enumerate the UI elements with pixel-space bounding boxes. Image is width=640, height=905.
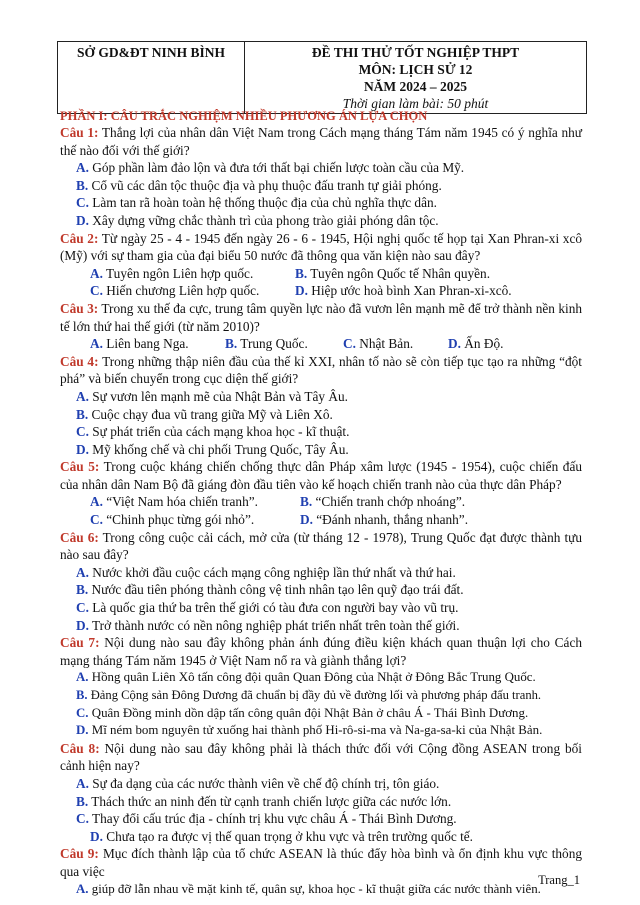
option-letter: C.: [343, 336, 356, 352]
option-text: Sự phát triển của cách mạng khoa học - kĩ thuật.: [88, 424, 350, 440]
option-text: “Việt Nam hóa chiến tranh”.: [102, 494, 258, 510]
option-text: Hiến chương Liên hợp quốc.: [102, 283, 260, 299]
question-number: Câu 1:: [60, 125, 99, 140]
option-letter: D.: [295, 283, 308, 299]
option-letter: A.: [76, 564, 89, 580]
option-letter: C.: [76, 195, 89, 211]
option-a: [90, 335, 225, 353]
option-text: Trung Quốc.: [237, 336, 308, 352]
option-text: Thách thức an ninh đến từ cạnh tranh chiến lược giữa các nước lớn.: [88, 793, 452, 809]
option-a: [90, 265, 295, 283]
option-text: “Chinh phục từng gói nhỏ”.: [102, 512, 255, 528]
option-letter: B.: [300, 494, 313, 510]
question-number: Câu 7:: [60, 635, 100, 651]
question-4: [60, 353, 582, 388]
option-text: “Đánh nhanh, thắng nhanh”.: [312, 512, 469, 528]
section-title: PHẦN I: CÂU TRẮC NGHIỆM NHIỀU PHƯƠNG ÁN LỰA CHỌN: [60, 109, 428, 123]
question-text: Trong công cuộc cải cách, mở cửa (từ tháng 12 - 1978), Trung Quốc đạt được thành tựu nào sau đây?: [60, 529, 582, 563]
option-d: [60, 441, 582, 459]
option-a: [60, 564, 582, 582]
question-number: Câu 2:: [60, 230, 99, 246]
option-text: Quân Đồng minh dồn dập tấn công quân đội Nhật Bản ở châu Á - Thái Bình Dương.: [88, 705, 529, 720]
option-d: [60, 722, 582, 740]
question-text: Từ ngày 25 - 4 - 1945 đến ngày 26 - 6 - 1945, Hội nghị quốc tế họp tại Xan Phran-xi xcô (Mỹ) với sự tham gia của đại biểu 50 nước đã thông qua văn kiện nào sau đây?: [60, 230, 583, 264]
option-letter: C.: [76, 811, 89, 827]
option-letter: A.: [90, 494, 103, 510]
option-c: [90, 282, 295, 300]
option-d: [60, 212, 582, 230]
option-a: [60, 388, 582, 406]
option-text: Đảng Cộng sản Đông Dương đã chuẩn bị đầy đủ về đường lối và phương pháp đấu tranh.: [87, 688, 542, 702]
exam-subject: MÔN: LỊCH SỬ 12: [358, 62, 473, 77]
option-text: Thay đổi cấu trúc địa - chính trị khu vực châu Á - Thái Bình Dương.: [88, 811, 457, 827]
option-b: [60, 177, 582, 195]
option-b: [60, 406, 582, 424]
option-letter: B.: [76, 582, 89, 598]
option-letter: C.: [76, 705, 89, 720]
option-letter: A.: [76, 388, 89, 404]
option-letter: C.: [76, 424, 89, 440]
option-letter: B.: [76, 793, 89, 809]
question-text: Mục đích thành lập của tổ chức ASEAN là thúc đẩy hòa bình và ổn định khu vực thông qua việc: [60, 846, 583, 879]
question-number: Câu 5:: [60, 459, 100, 475]
option-letter: D.: [76, 617, 89, 633]
question-7: [60, 634, 582, 669]
option-letter: B.: [76, 177, 89, 193]
option-b: [60, 793, 582, 811]
option-d: [300, 511, 468, 529]
option-text: Mỹ khống chế và chi phối Trung Quốc, Tây Âu.: [88, 441, 349, 457]
option-row: [60, 511, 582, 529]
option-c: [60, 599, 582, 617]
option-b: [295, 265, 490, 283]
option-c: [60, 194, 582, 212]
option-text: Nước khởi đầu cuộc cách mạng công nghiệp lần thứ nhất và thứ hai.: [88, 564, 456, 580]
option-text: Trở thành nước có nền nông nghiệp phát triển nhất trên toàn thế giới.: [88, 617, 460, 633]
option-text: Là quốc gia thứ ba trên thế giới có tàu đưa con người bay vào vũ trụ.: [88, 600, 459, 616]
option-text: Hồng quân Liên Xô tấn công đội quân Quan Đông của Nhật ở Đông Bắc Trung Quốc.: [88, 670, 536, 685]
question-1: [60, 124, 582, 159]
option-d: [60, 617, 582, 635]
option-text: Ấn Độ.: [460, 336, 504, 352]
option-letter: A.: [90, 336, 103, 352]
option-letter: C.: [76, 600, 89, 616]
option-a: [60, 159, 582, 177]
option-b: [60, 581, 582, 599]
question-number: Câu 4:: [60, 353, 99, 369]
option-text: “Chiến tranh chớp nhoáng”.: [312, 494, 466, 510]
option-text: Sự vươn lên mạnh mẽ của Nhật Bản và Tây Âu.: [88, 388, 348, 404]
question-text: Nội dung nào sau đây không phải là thách thức đối với Cộng đồng ASEAN trong bối cảnh hiện nay?: [60, 740, 582, 774]
option-text: Mĩ ném bom nguyên tử xuống hai thành phố Hi-rô-si-ma và Na-ga-sa-ki của Nhật Bản.: [88, 723, 543, 738]
option-letter: A.: [90, 265, 103, 281]
department-name: SỞ GD&ĐT NINH BÌNH: [58, 42, 245, 114]
option-text: Nhật Bản.: [355, 336, 414, 352]
option-letter: D.: [300, 512, 313, 528]
option-text: Tuyên ngôn Quốc tế Nhân quyền.: [307, 265, 491, 281]
question-6: [60, 529, 582, 564]
option-letter: D.: [76, 212, 89, 228]
option-letter: C.: [90, 512, 103, 528]
question-5: [60, 458, 582, 493]
option-row: [60, 335, 582, 353]
option-text: Cổ vũ các dân tộc thuộc địa và phụ thuộc đấu tranh tự giải phóng.: [88, 177, 442, 193]
option-row: [60, 493, 582, 511]
option-d: [448, 335, 503, 353]
option-letter: A.: [76, 775, 89, 791]
question-text: Trong những thập niên đầu của thế kỉ XXI, nhân tố nào sẽ còn tiếp tục tạo ra những “đột phá” và biến chuyển trong cục diện thế giới?: [60, 353, 582, 387]
option-text: giúp đỡ lẫn nhau về mặt kinh tế, quân sự, khoa học - kĩ thuật giữa các nước thành viên.: [88, 881, 541, 896]
option-letter: A.: [76, 160, 89, 176]
question-text: Nội dung nào sau đây không phản ánh đúng điều kiện khách quan thuận lợi cho Cách mạng tháng Tám năm 1945 ở Việt Nam nổ ra và giành thắng lợi?: [60, 635, 583, 668]
option-letter: A.: [76, 670, 89, 685]
option-letter: B.: [76, 688, 88, 702]
option-letter: D.: [76, 723, 89, 738]
option-c: [60, 423, 582, 441]
option-b: [60, 687, 582, 705]
option-row: [60, 265, 582, 283]
option-b: [225, 335, 343, 353]
option-text: Chưa tạo ra được vị thế quan trọng ở khu vực và trên trường quốc tế.: [102, 828, 473, 844]
question-number: Câu 6:: [60, 529, 99, 545]
option-row: [60, 282, 582, 300]
exam-title-block: [245, 42, 587, 114]
question-text: Thắng lợi của nhân dân Việt Nam trong Cách mạng tháng Tám năm 1945 có ý nghĩa như thế nào đối với thế giới?: [60, 125, 583, 158]
option-text: Tuyên ngôn Liên hợp quốc.: [102, 265, 254, 281]
option-d: [295, 282, 512, 300]
question-8: [60, 740, 582, 775]
option-text: Hiệp ước hoà bình Xan Phran-xi-xcô.: [307, 283, 512, 299]
question-2: [60, 230, 582, 265]
option-letter: A.: [76, 881, 89, 896]
option-text: Xây dựng vững chắc thành trì của phong trào giải phóng dân tộc.: [88, 212, 439, 228]
option-c: [343, 335, 448, 353]
option-a: [60, 775, 582, 793]
option-letter: B.: [295, 265, 308, 281]
option-a: [90, 493, 300, 511]
option-letter: D.: [90, 828, 103, 844]
option-c: [60, 810, 582, 828]
option-letter: D.: [76, 441, 89, 457]
option-text: Liên bang Nga.: [102, 336, 189, 352]
question-9: [60, 845, 582, 880]
question-number: Câu 9:: [60, 846, 99, 862]
option-letter: C.: [90, 283, 103, 299]
option-text: Sự đa dạng của các nước thành viên về chế độ chính trị, tôn giáo.: [88, 775, 440, 791]
question-number: Câu 8:: [60, 740, 100, 756]
option-b: [300, 493, 465, 511]
option-letter: B.: [76, 406, 89, 422]
question-text: Trong xu thế đa cực, trung tâm quyền lực nào đã vươn lên mạnh mẽ để trở thành nền kinh tế lớn thứ hai thế giới (từ năm 2010)?: [60, 300, 582, 334]
exam-time: Thời gian làm bài: 50 phút: [342, 96, 489, 111]
exam-year: NĂM 2024 – 2025: [363, 79, 468, 94]
page-number: Trang_1: [538, 873, 580, 887]
exam-title: ĐỀ THI THỬ TỐT NGHIỆP THPT: [311, 45, 520, 60]
option-text: Cuộc chạy đua vũ trang giữa Mỹ và Liên Xô.: [88, 406, 333, 422]
questions-body: [60, 124, 582, 898]
option-letter: B.: [225, 336, 238, 352]
option-c: [60, 705, 582, 723]
option-d: [60, 828, 582, 846]
option-a: [60, 669, 582, 687]
option-a: [60, 881, 582, 899]
option-letter: D.: [448, 336, 461, 352]
question-3: [60, 300, 582, 335]
exam-header-table: [57, 41, 587, 114]
option-text: Làm tan rã hoàn toàn hệ thống thuộc địa của chủ nghĩa thực dân.: [88, 195, 437, 211]
option-text: Nước đầu tiên phóng thành công vệ tinh nhân tạo lên quỹ đạo trái đất.: [88, 582, 464, 598]
option-c: [90, 511, 300, 529]
question-number: Câu 3:: [60, 300, 99, 316]
option-text: Góp phần làm đảo lộn và đưa tới thất bại chiến lược toàn cầu của Mỹ.: [88, 160, 465, 176]
question-text: Trong cuộc kháng chiến chống thực dân Pháp xâm lược (1945 - 1954), cuộc chiến đấu của nhân dân Nam Bộ đã giáng đòn đầu tiên vào kế hoạch chiến tranh nào của thực dân Pháp?: [60, 459, 582, 492]
